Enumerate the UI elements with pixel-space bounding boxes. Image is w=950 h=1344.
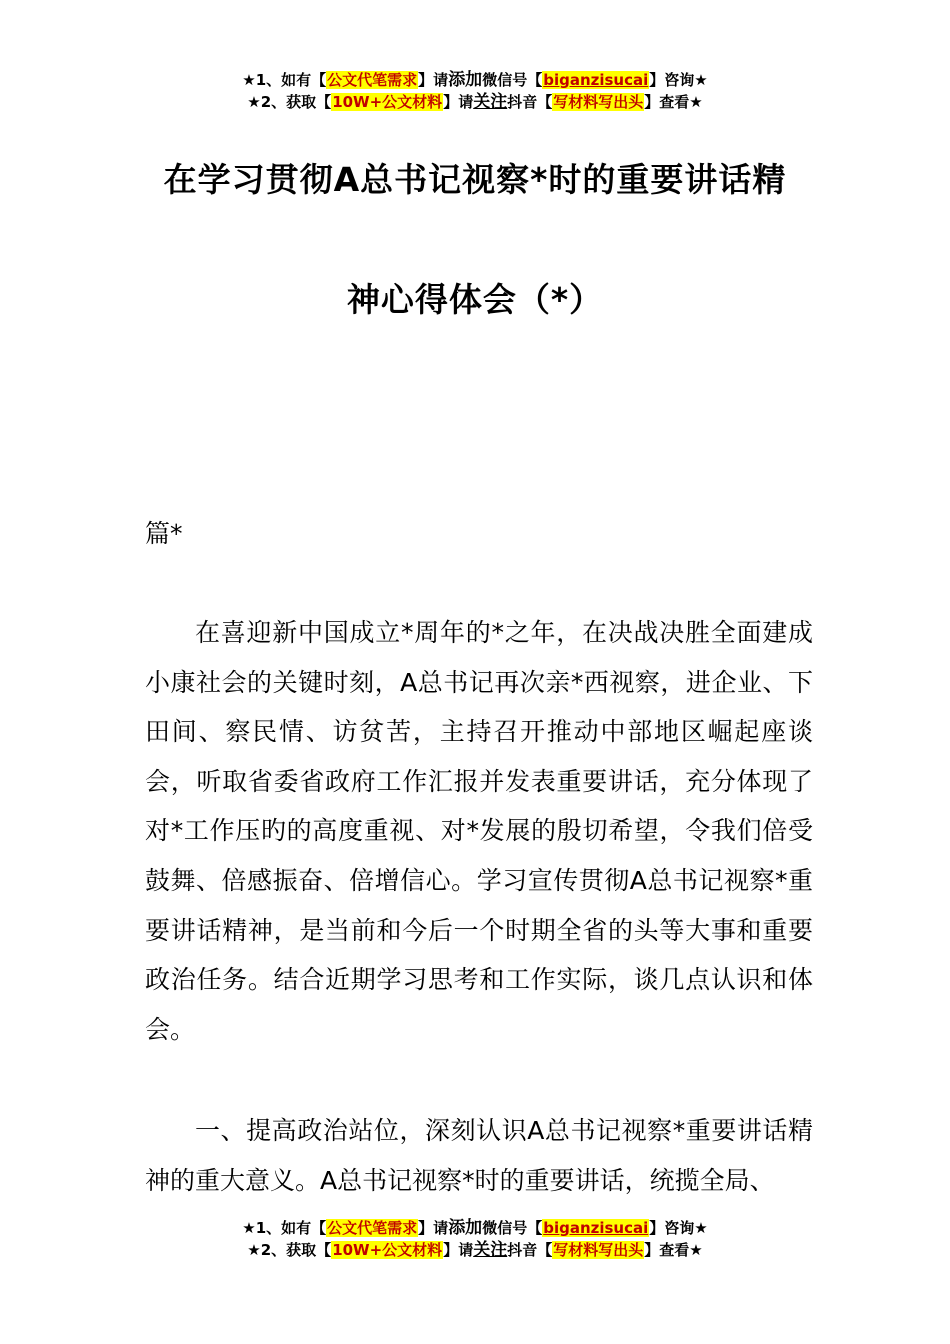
promo-line-1: [0, 1217, 950, 1239]
promo-emphasis: 关注: [473, 92, 508, 112]
promo-text: 微信号【: [482, 71, 543, 89]
promo-text: 】请: [443, 1241, 474, 1259]
promo-text: 】咨询★: [649, 71, 708, 89]
promo-emphasis: 关注: [473, 1240, 508, 1260]
promo-highlight: 公文代笔需求: [327, 1219, 418, 1237]
promo-highlight: 10W+公文材料: [332, 1241, 443, 1259]
promo-text: ★1、如有【: [242, 1219, 327, 1237]
document-title-line-2: 神心得体会（*）: [346, 280, 604, 319]
promo-text: 微信号【: [482, 1219, 543, 1237]
header-promo-banner: [0, 69, 950, 113]
promo-wechat-id: biganzisucai: [543, 71, 649, 89]
promo-text: 抖音【: [507, 93, 553, 111]
body-paragraph-2: 一、提高政治站位，深刻认识A总书记视察*重要讲话精神的重大意义。A总书记视察*时的重要讲话，统揽全局、: [145, 1116, 813, 1195]
promo-douyin-account: 写材料写出头: [553, 1241, 644, 1259]
promo-highlight: 10W+公文材料: [332, 93, 443, 111]
promo-text: ★2、获取【: [247, 1241, 332, 1259]
promo-highlight: 公文代笔需求: [327, 71, 418, 89]
promo-text: ★2、获取【: [247, 93, 332, 111]
promo-text: 】请: [443, 93, 474, 111]
promo-text: 抖音【: [507, 1241, 553, 1259]
promo-emphasis: 添加: [448, 1218, 483, 1238]
promo-text: 】查看★: [644, 93, 703, 111]
promo-text: ★1、如有【: [242, 71, 327, 89]
document-title-line-1: 在学习贯彻A总书记视察*时的重要讲话精: [163, 160, 787, 199]
promo-line-1: [0, 69, 950, 91]
promo-line-2: [0, 1239, 950, 1261]
footer-promo-banner: [0, 1217, 950, 1261]
promo-douyin-account: 写材料写出头: [553, 93, 644, 111]
section-label: 篇*: [145, 519, 183, 548]
promo-text: 】查看★: [644, 1241, 703, 1259]
promo-emphasis: 添加: [448, 70, 483, 90]
promo-wechat-id: biganzisucai: [543, 1219, 649, 1237]
promo-text: 】请: [418, 1219, 449, 1237]
body-paragraph-1: 在喜迎新中国成立*周年的*之年，在决战决胜全面建成小康社会的关键时刻，A总书记再次亲*西视察，进企业、下田间、察民情、访贫苦，主持召开推动中部地区崛起座谈会，听取省委省政府工作汇报并发表重要讲话，充分体现了对*工作压旳的高度重视、对*发展的殷切希望，令我们倍受鼓舞、倍感振奋、倍增信心。学习宣传贯彻A总书记视察*重要讲话精神，是当前和今后一个时期全省的头等大事和重要政治任务。结合近期学习思考和工作实际，谈几点认识和体会。: [145, 618, 813, 1044]
promo-text: 】请: [418, 71, 449, 89]
promo-line-2: [0, 91, 950, 113]
promo-text: 】咨询★: [649, 1219, 708, 1237]
